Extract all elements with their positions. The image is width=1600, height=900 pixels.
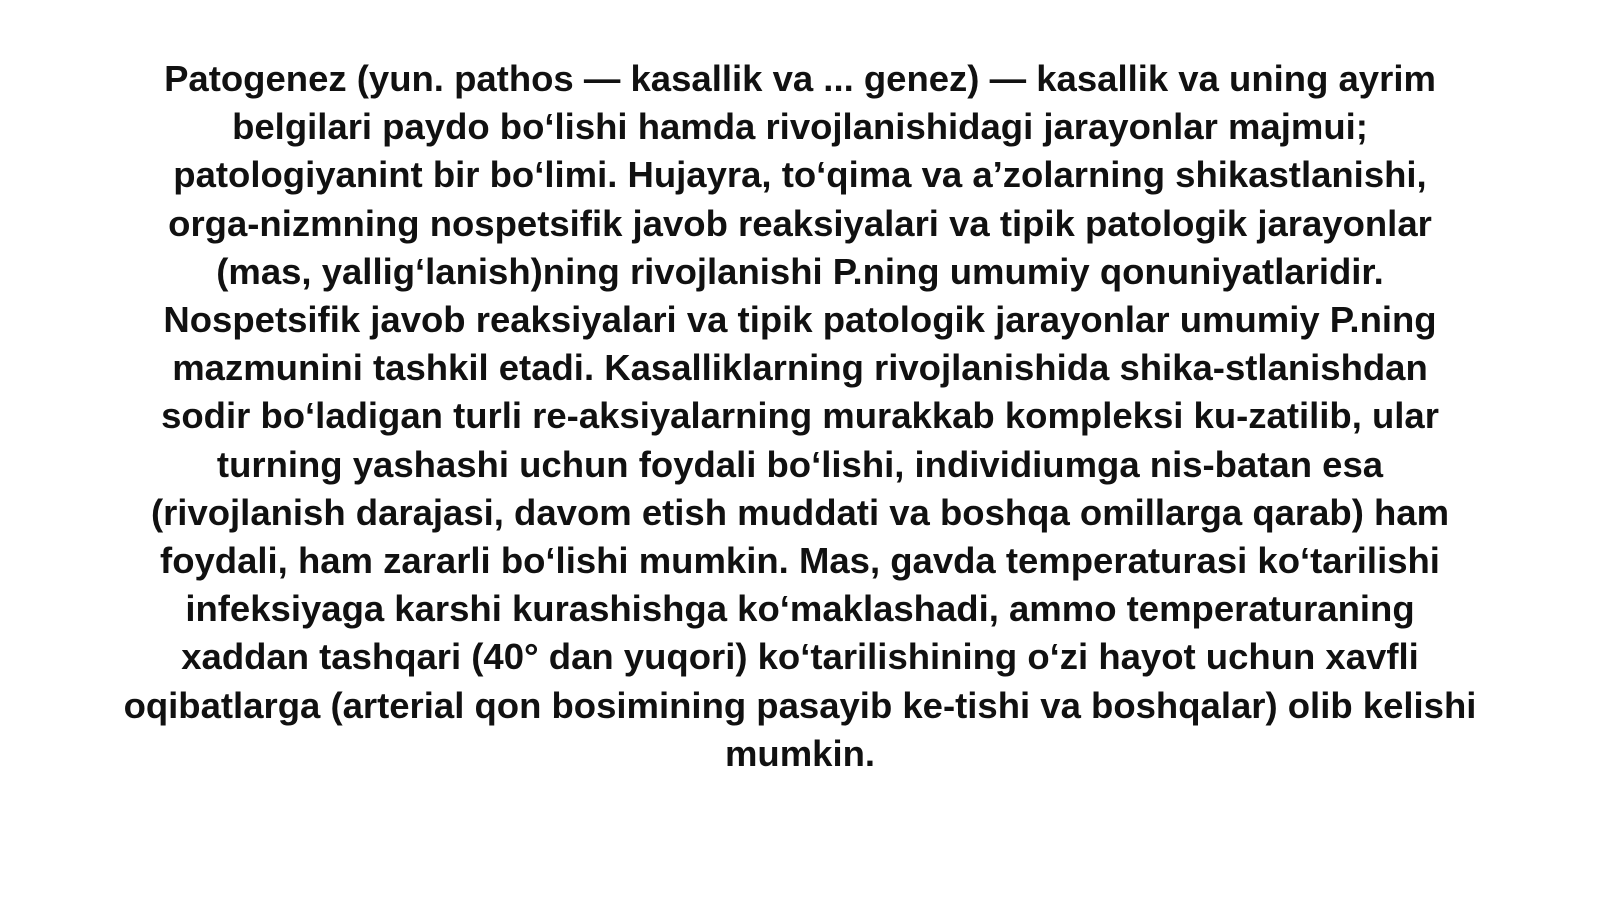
text-line: orga-nizmning nospetsifik javob reaksiyalari va tipik patologik jarayonlar: [168, 202, 1432, 244]
paragraph-text: [60, 55, 1540, 778]
text-line: Nospetsifik javob reaksiyalari va tipik patologik jarayonlar umumiy P.ning: [163, 299, 1437, 341]
text-line: belgilari paydo bo‘lishi hamda rivojlanishidagi jarayonlar majmui;: [232, 106, 1368, 148]
text-line: Patogenez (yun. pathos — kasallik va ... genez) — kasallik va uning ayrim: [164, 58, 1436, 99]
text-line: mumkin.: [724, 732, 876, 774]
text-line: patologiyanint bir bo‘limi. Hujayra, to‘qima va a’zolarning shikastlanishi,: [173, 154, 1427, 196]
text-line: infeksiyaga karshi kurashishga ko‘maklashadi, ammo temperaturaning: [185, 588, 1415, 630]
text-line: foydali, ham zararli bo‘lishi mumkin. Mas, gavda temperaturasi ko‘tarilishi: [160, 540, 1440, 582]
text-line: sodir bo‘ladigan turli re-aksiyalarning murakkab kompleksi ku-zatilib, ular: [161, 395, 1439, 437]
text-line: turning yashashi uchun foydali bo‘lishi, individiumga nis-batan esa: [216, 443, 1384, 485]
text-line: (rivojlanish darajasi, davom etish muddati va boshqa omillarga qarab) ham: [150, 491, 1450, 533]
text-line: oqibatlarga (arterial qon bosimining pasayib ke-tishi va boshqalar) olib kelishi: [123, 684, 1477, 726]
text-line: (mas, yallig‘lanish)ning rivojlanishi P.ning umumiy qonuniyatlaridir.: [216, 250, 1384, 292]
text-line: xaddan tashqari (40° dan yuqori) ko‘tarilishining o‘zi hayot uchun xavfli: [181, 636, 1419, 678]
text-line: mazmunini tashkil etadi. Kasalliklarning rivojlanishida shika-stlanishdan: [172, 347, 1428, 389]
